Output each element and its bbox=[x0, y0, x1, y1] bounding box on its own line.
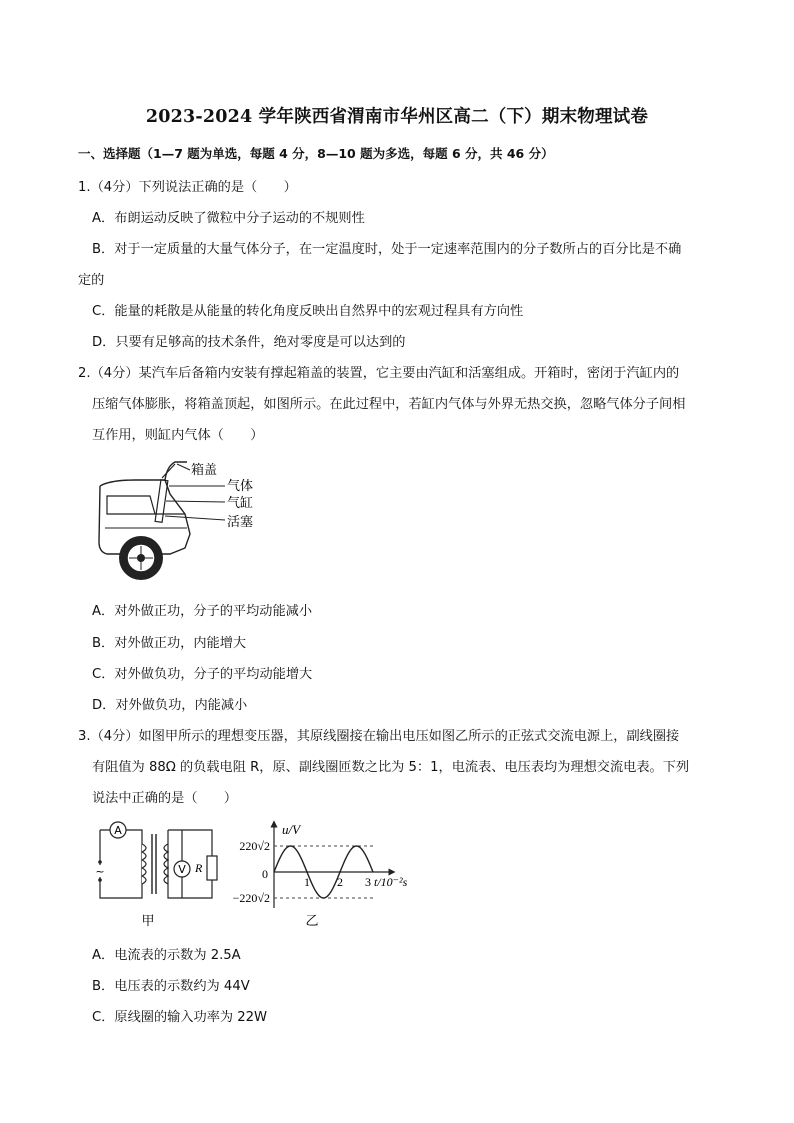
q1-option-d: D．只要有足够高的技术条件，绝对零度是可以达到的 bbox=[92, 335, 406, 350]
q2-stem-line1: 2.（4分）某汽车后备箱内安装有撑起箱盖的装置，它主要由汽缸和活塞组成。开箱时，密闭于汽缸内的 bbox=[78, 366, 680, 381]
x-axis-label: t/10⁻²s bbox=[374, 875, 408, 889]
graph-caption: 乙 bbox=[305, 914, 319, 929]
circuit-caption: 甲 bbox=[141, 914, 155, 929]
ammeter-symbol: A bbox=[114, 824, 122, 837]
origin-label: 0 bbox=[262, 867, 268, 881]
section-heading: 一、选择题（1—7 题为单选，每题 4 分，8—10 题为多选，每题 6 分，共 46 分） bbox=[78, 146, 554, 161]
tick-label-2: 2 bbox=[337, 875, 343, 889]
q2-stem-line2: 压缩气体膨胀，将箱盖顶起，如图所示。在此过程中，若缸内气体与外界无热交换，忽略气体分子间相 bbox=[92, 397, 686, 412]
q1-stem: 1.（4分）下列说法正确的是（ ） bbox=[78, 180, 297, 195]
voltage-time-graph bbox=[222, 818, 432, 933]
q2-option-c: C．对外做负功，分子的平均动能增大 bbox=[92, 667, 313, 682]
tick-label-1: 1 bbox=[304, 875, 310, 889]
q1-option-c: C．能量的耗散是从能量的转化角度反映出自然界中的宏观过程具有方向性 bbox=[92, 304, 524, 319]
q1-option-b-cont: 定的 bbox=[78, 273, 105, 288]
q3-option-a: A．电流表的示数为 2.5A bbox=[92, 948, 241, 963]
resistor-label: R bbox=[195, 861, 203, 875]
q2-stem-line3: 互作用，则缸内气体（ ） bbox=[92, 428, 264, 443]
q2-option-d: D．对外做负功，内能减小 bbox=[92, 698, 248, 713]
label-piston: 活塞 bbox=[227, 515, 254, 530]
tick-label-3: 3 bbox=[365, 875, 371, 889]
q2-option-b: B．对外做正功，内能增大 bbox=[92, 636, 247, 651]
q3-stem-line3: 说法中正确的是（ ） bbox=[92, 791, 238, 806]
transformer-circuit-figure bbox=[92, 820, 232, 932]
q1-option-a: A．布朗运动反映了微粒中分子运动的不规则性 bbox=[92, 211, 365, 226]
label-lid: 箱盖 bbox=[191, 463, 218, 478]
q3-stem-line1: 3.（4分）如图甲所示的理想变压器，其原线圈接在输出电压如图乙所示的正弦式交流电源上，副线圈接 bbox=[78, 729, 680, 744]
y-min-label: −220√2 bbox=[232, 891, 270, 905]
q3-option-c: C．原线圈的输入功率为 22W bbox=[92, 1010, 268, 1025]
q2-option-a: A．对外做正功，分子的平均动能减小 bbox=[92, 604, 313, 619]
q3-stem-line2: 有阻值为 88Ω 的负载电阻 R，原、副线圈匝数之比为 5：1，电流表、电压表均为理想交流电表。下列 bbox=[92, 760, 690, 775]
label-gas: 气体 bbox=[227, 479, 254, 494]
y-axis-label: u/V bbox=[282, 822, 301, 837]
ac-source-symbol: ~ bbox=[95, 865, 105, 878]
y-max-label: 220√2 bbox=[239, 839, 270, 853]
label-cylinder: 气缸 bbox=[227, 496, 254, 511]
q1-option-b: B．对于一定质量的大量气体分子，在一定温度时，处于一定速率范围内的分子数所占的百分比是不确 bbox=[92, 242, 682, 257]
voltmeter-symbol: V bbox=[178, 863, 186, 876]
q3-option-b: B．电压表的示数约为 44V bbox=[92, 979, 250, 994]
car-trunk-figure bbox=[95, 456, 275, 586]
exam-title: 2023-2024 学年陕西省渭南市华州区高二（下）期末物理试卷 bbox=[145, 107, 649, 127]
